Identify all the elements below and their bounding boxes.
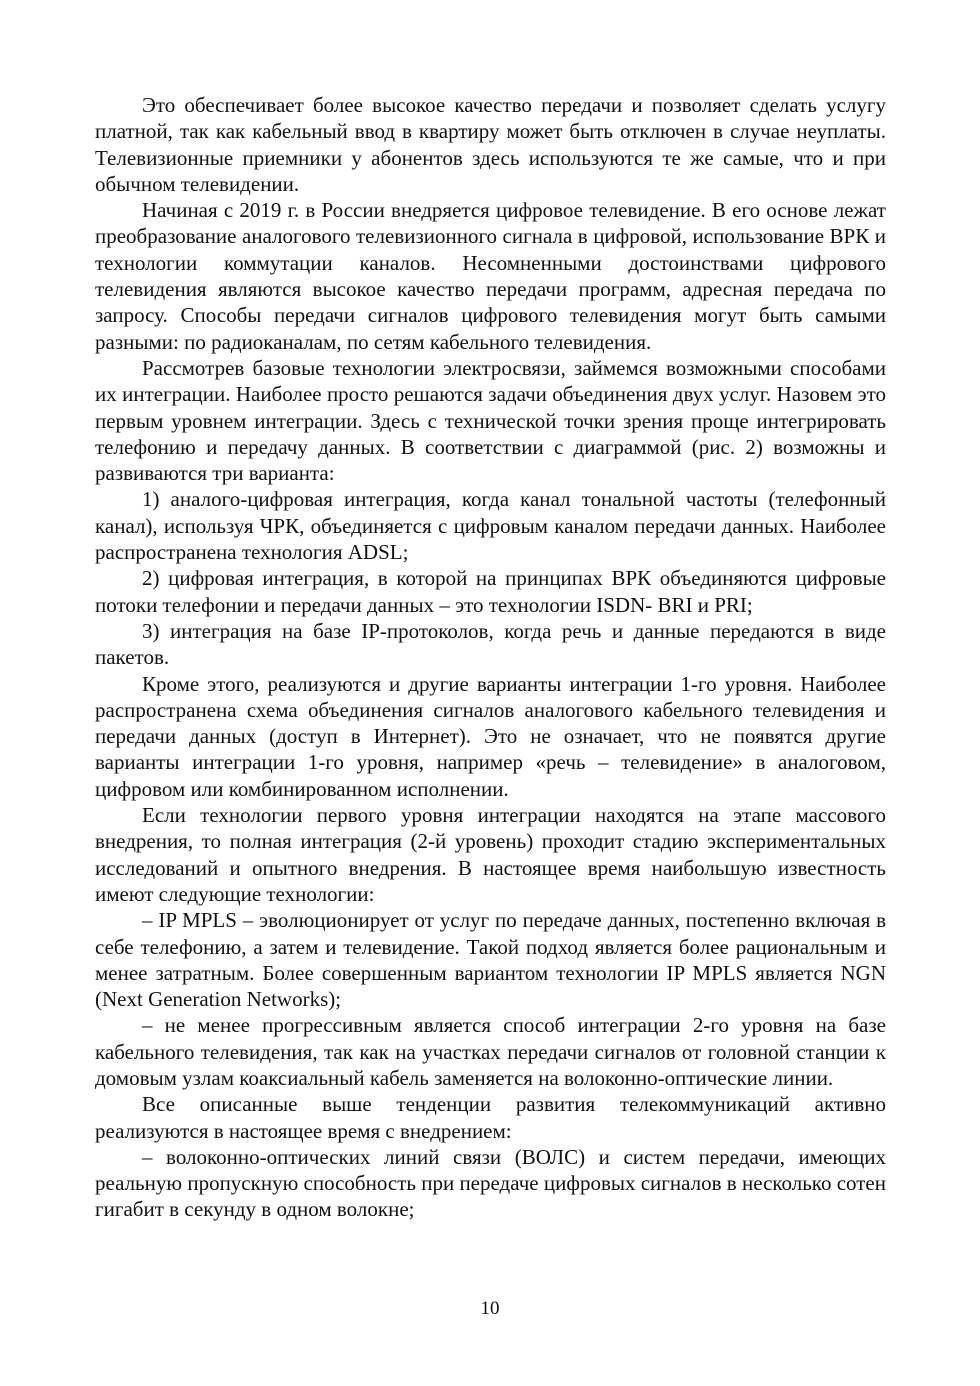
- paragraph: Это обеспечивает более высокое качество передачи и позволяет сделать услугу платной, так как кабельный ввод в квартиру может быть отключен в случае неуплаты. Телевизионные приемники у абонентов здесь используются те же самые, что и при обычном телевидении.: [95, 93, 886, 196]
- list-item: 2) цифровая интеграция, в которой на принципах ВРК объединяются цифровые потоки телефонии и передачи данных – это технологии ISDN- BRI и PRI;: [95, 566, 886, 617]
- list-item: – волоконно-оптических линий связи (ВОЛС) и систем передачи, имеющих реальную пропускную способность при передаче цифровых сигналов в несколько сотен гигабит в секунду в одном волокне;: [95, 1144, 886, 1222]
- page-body: [95, 92, 886, 1223]
- paragraph: Все описанные выше тенденции развития телекоммуникаций активно реализуются в настоящее время с внедрением:: [95, 1092, 886, 1143]
- paragraph: Рассмотрев базовые технологии электросвязи, займемся возможными способами их интеграции. Наиболее просто решаются задачи объединения двух услуг. Назовем это первым уровнем интеграции. Здесь с технической точки зрения проще интегрировать телефонию и передачу данных. В соответствии с диаграммой (рис. 2) возможны и развиваются три варианта:: [95, 355, 886, 486]
- page-number: 10: [480, 1298, 500, 1319]
- paragraph: Кроме этого, реализуются и другие варианты интеграции 1-го уровня. Наиболее распространена схема объединения сигналов аналогового кабельного телевидения и передачи данных (доступ в Интернет). Это не означает, что не появятся другие варианты интеграции 1-го уровня, например «речь – телевидение» в аналоговом, цифровом или комбинированном исполнении.: [95, 671, 886, 801]
- paragraph: Начиная с 2019 г. в России внедряется цифровое телевидение. В его основе лежат преобразование аналогового телевизионного сигнала в цифровой, использование ВРК и технологии коммутации каналов. Несомненными достоинствами цифрового телевидения являются высокое качество передачи программ, адресная передача по запросу. Способы передачи сигналов цифрового телевидения могут быть самыми разными: по радиоканалам, по сетям кабельного телевидения.: [95, 198, 886, 354]
- paragraph: Если технологии первого уровня интеграции находятся на этапе массового внедрения, то полная интеграция (2-й уровень) проходит стадию экспериментальных исследований и опытного внедрения. В настоящее время наибольшую известность имеют следующие технологии:: [95, 803, 886, 906]
- list-item: 3) интеграция на базе IP-протоколов, когда речь и данные передаются в виде пакетов.: [95, 618, 886, 670]
- list-item: – не менее прогрессивным является способ интеграции 2-го уровня на базе кабельного телевидения, так как на участках передачи сигналов от головной станции к домовым узлам коаксиальный кабель заменяется на волоконно-оптические линии.: [95, 1013, 886, 1090]
- list-item: – IP MPLS – эволюционирует от услуг по передаче данных, постепенно включая в себе телефонию, а затем и телевидение. Такой подход является более рациональным и менее затратным. Более совершенным вариантом технологии IP MPLS является NGN (Next Generation Networks);: [95, 908, 886, 1012]
- list-item: 1) аналого-цифровая интеграция, когда канал тональной частоты (телефонный канал), используя ЧРК, объединяется с цифровым каналом передачи данных. Наиболее распространена технология ADSL;: [95, 487, 886, 565]
